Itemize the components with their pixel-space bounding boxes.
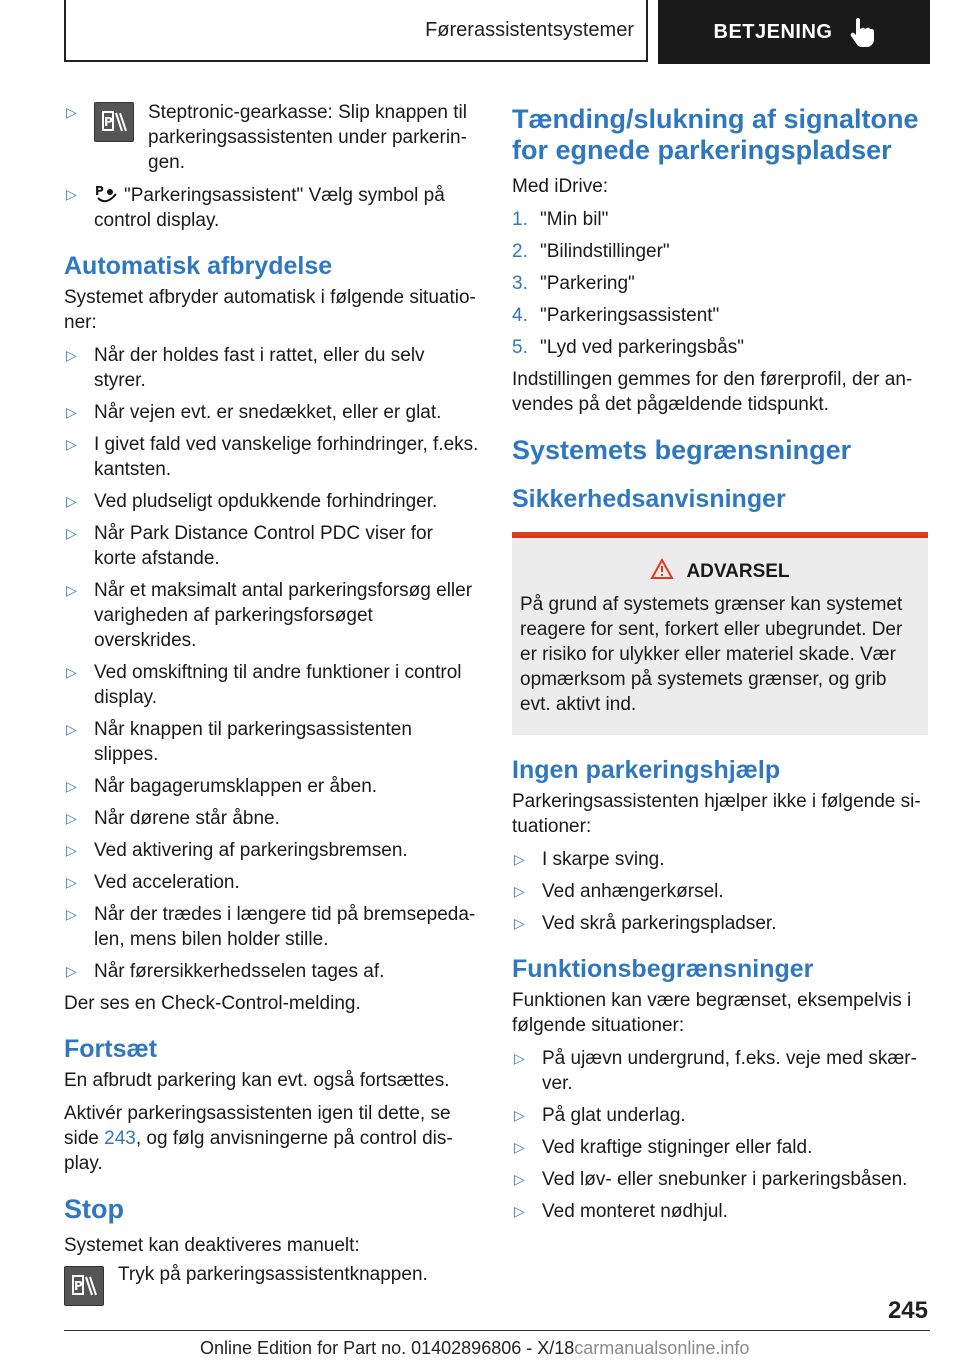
list-item: ▷ Ved acceleration. bbox=[64, 870, 480, 895]
idrive-steps bbox=[512, 207, 928, 360]
signal-tone-heading: Tænding/slukning af signaltone for egnede parkeringspladser bbox=[512, 104, 919, 165]
warning-box bbox=[512, 532, 928, 735]
page-header bbox=[64, 0, 930, 64]
step-number: 4. bbox=[512, 305, 528, 326]
list-item: ▷ Når bagagerumsklappen er åben. bbox=[64, 774, 480, 799]
footer-edition bbox=[200, 1336, 749, 1361]
list-item: ▷ Ved monteret nødhjul. bbox=[512, 1199, 928, 1224]
parking-assistant-button-icon bbox=[94, 102, 134, 142]
step-text: "Bilindstillinger" bbox=[540, 241, 670, 262]
intro-list bbox=[64, 100, 480, 233]
step-number: 3. bbox=[512, 273, 528, 294]
stop-instruction bbox=[64, 1266, 480, 1306]
function-limits-heading: Funktionsbegrænsninger bbox=[512, 955, 814, 983]
step-text: "Parkering" bbox=[540, 273, 635, 294]
no-help-heading: Ingen parkeringshjælp bbox=[512, 756, 781, 784]
step-text: "Min bil" bbox=[540, 209, 609, 230]
list-item-text: Steptronic-gearkasse: Slip knappen til parkeringsassistenten under parkerin- gen. bbox=[148, 102, 467, 173]
step-item bbox=[512, 335, 928, 360]
list-item: ▷ I skarpe sving. bbox=[512, 847, 928, 872]
list-item: ▷ I givet fald ved vanskelige forhindringer, f.eks. kantsten. bbox=[64, 432, 480, 482]
resume-text: En afbrudt parkering kan evt. også fortsættes. bbox=[64, 1070, 450, 1091]
auto-stop-lead: Systemet afbryder automatisk i følgende situatio- ner: bbox=[64, 287, 476, 333]
stop-instruction-text: Tryk på parkeringsassistentknappen. bbox=[118, 1264, 428, 1285]
step-text: "Lyd ved parkeringsbås" bbox=[540, 337, 744, 358]
stop-text: Systemet kan deaktiveres manuelt: bbox=[64, 1235, 360, 1256]
list-item: ▷ Når dørene står åbne. bbox=[64, 806, 480, 831]
warning-label: ADVARSEL bbox=[686, 561, 790, 582]
resume-instructions bbox=[64, 1101, 480, 1176]
auto-stop-heading: Automatisk afbrydelse bbox=[64, 252, 333, 280]
step-item bbox=[512, 207, 928, 232]
page-number: 245 bbox=[887, 1297, 928, 1324]
list-item: ▷ Når der trædes i længere tid på bremsepeda- len, mens bilen holder stille. bbox=[64, 902, 480, 952]
step-item bbox=[512, 271, 928, 296]
chapter-label: BETJENING bbox=[713, 20, 833, 43]
step-text: "Parkeringsassistent" bbox=[540, 305, 720, 326]
list-item: ▷ Når vejen evt. er snedækket, eller er glat. bbox=[64, 400, 480, 425]
watermark: carmanualsonline.info bbox=[574, 1338, 750, 1358]
parking-assistant-symbol-icon bbox=[94, 182, 118, 204]
svg-text:P: ▷ P bbox=[104, 115, 113, 129]
step-item bbox=[512, 239, 928, 264]
list-item: ▷ Ved kraftige stigninger eller fald. bbox=[512, 1135, 928, 1160]
svg-text:P: P bbox=[74, 1279, 83, 1293]
step-number: 5. bbox=[512, 337, 528, 358]
resume-text-b: , og følg anvisningerne på control dis- play. bbox=[64, 1128, 453, 1174]
auto-stop-list bbox=[64, 343, 480, 984]
list-item: ▷ Ved omskiftning til andre funktioner i control display. bbox=[64, 660, 480, 710]
list-item: ▷ Ved løv- eller snebunker i parkeringsbåsen. bbox=[512, 1167, 928, 1192]
no-help-lead: Parkeringsassistenten hjælper ikke i følgende si- tuationer: bbox=[512, 791, 921, 837]
signal-tone-note: Indstillingen gemmes for den førerprofil, der an- vendes på det pågældende tidspunkt. bbox=[512, 369, 913, 415]
list-item: ▷ Ved skrå parkeringspladser. bbox=[512, 911, 928, 936]
list-item: ▷ Ved anhængerkørsel. bbox=[512, 879, 928, 904]
list-item bbox=[64, 182, 480, 233]
list-item: ▷ Når Park Distance Control PDC viser for korte afstande. bbox=[64, 521, 480, 571]
step-number: 1. bbox=[512, 209, 528, 230]
warning-title bbox=[520, 558, 920, 584]
list-item: ▷ På glat underlag. bbox=[512, 1103, 928, 1128]
warning-text: På grund af systemets grænser kan systemet reagere for sent, forkert eller ubegrundet. Der er risiko for ulykker eller materiel skade. Vær opmærksom på systemets grænser, og grib evt. aktivt ind. bbox=[520, 594, 903, 715]
step-number: 2. bbox=[512, 241, 528, 262]
list-item: ▷ Når der holdes fast i rattet, eller du selv styrer. bbox=[64, 343, 480, 393]
chapter-tab bbox=[658, 0, 930, 64]
footer-divider bbox=[64, 1330, 930, 1331]
resume-text-a: Aktivér parkeringsassistenten igen til dette, se side bbox=[64, 1103, 451, 1149]
section-title: Førerassistentsystemer bbox=[64, 0, 648, 62]
step-item bbox=[512, 303, 928, 328]
limits-heading: Systemets begrænsninger bbox=[512, 435, 852, 465]
list-item-text: "Parkeringsassistent" Vælg symbol på control display. bbox=[94, 185, 445, 231]
edition-text: Online Edition for Part no. 01402896806 - X/18 bbox=[200, 1338, 575, 1358]
hand-pointer-icon bbox=[848, 17, 874, 47]
list-item: ▷ Når et maksimalt antal parkeringsforsøg eller varigheden af parkeringsforsøget overskrides. bbox=[64, 578, 480, 653]
check-control-note: Der ses en Check-Control-melding. bbox=[64, 993, 361, 1014]
right-column bbox=[512, 100, 928, 1231]
list-item: ▷ Ved pludseligt opdukkende forhindringer. bbox=[64, 489, 480, 514]
left-column bbox=[64, 100, 480, 1306]
list-item: ▷ Når knappen til parkeringsassistenten slippes. bbox=[64, 717, 480, 767]
page-reference-link[interactable]: 243 bbox=[104, 1128, 136, 1149]
stop-heading: Stop bbox=[64, 1194, 124, 1224]
safety-heading: Sikkerhedsanvisninger bbox=[512, 485, 786, 513]
signal-tone-lead: Med iDrive: bbox=[512, 176, 609, 197]
list-item: ▷ Når førersikkerhedsselen tages af. bbox=[64, 959, 480, 984]
svg-text:P: ▷ P bbox=[95, 184, 104, 198]
warning-triangle-icon bbox=[650, 558, 674, 580]
no-help-list bbox=[512, 847, 928, 936]
resume-heading: Fortsæt bbox=[64, 1035, 158, 1063]
list-item: ▷ På ujævn undergrund, f.eks. veje med skær- ver. bbox=[512, 1046, 928, 1096]
parking-assistant-button-icon bbox=[64, 1266, 104, 1306]
list-item bbox=[64, 100, 480, 175]
function-limits-list bbox=[512, 1046, 928, 1224]
function-limits-lead: Funktionen kan være begrænset, eksempelvis i følgende situationer: bbox=[512, 990, 912, 1036]
list-item: ▷ Ved aktivering af parkeringsbremsen. bbox=[64, 838, 480, 863]
